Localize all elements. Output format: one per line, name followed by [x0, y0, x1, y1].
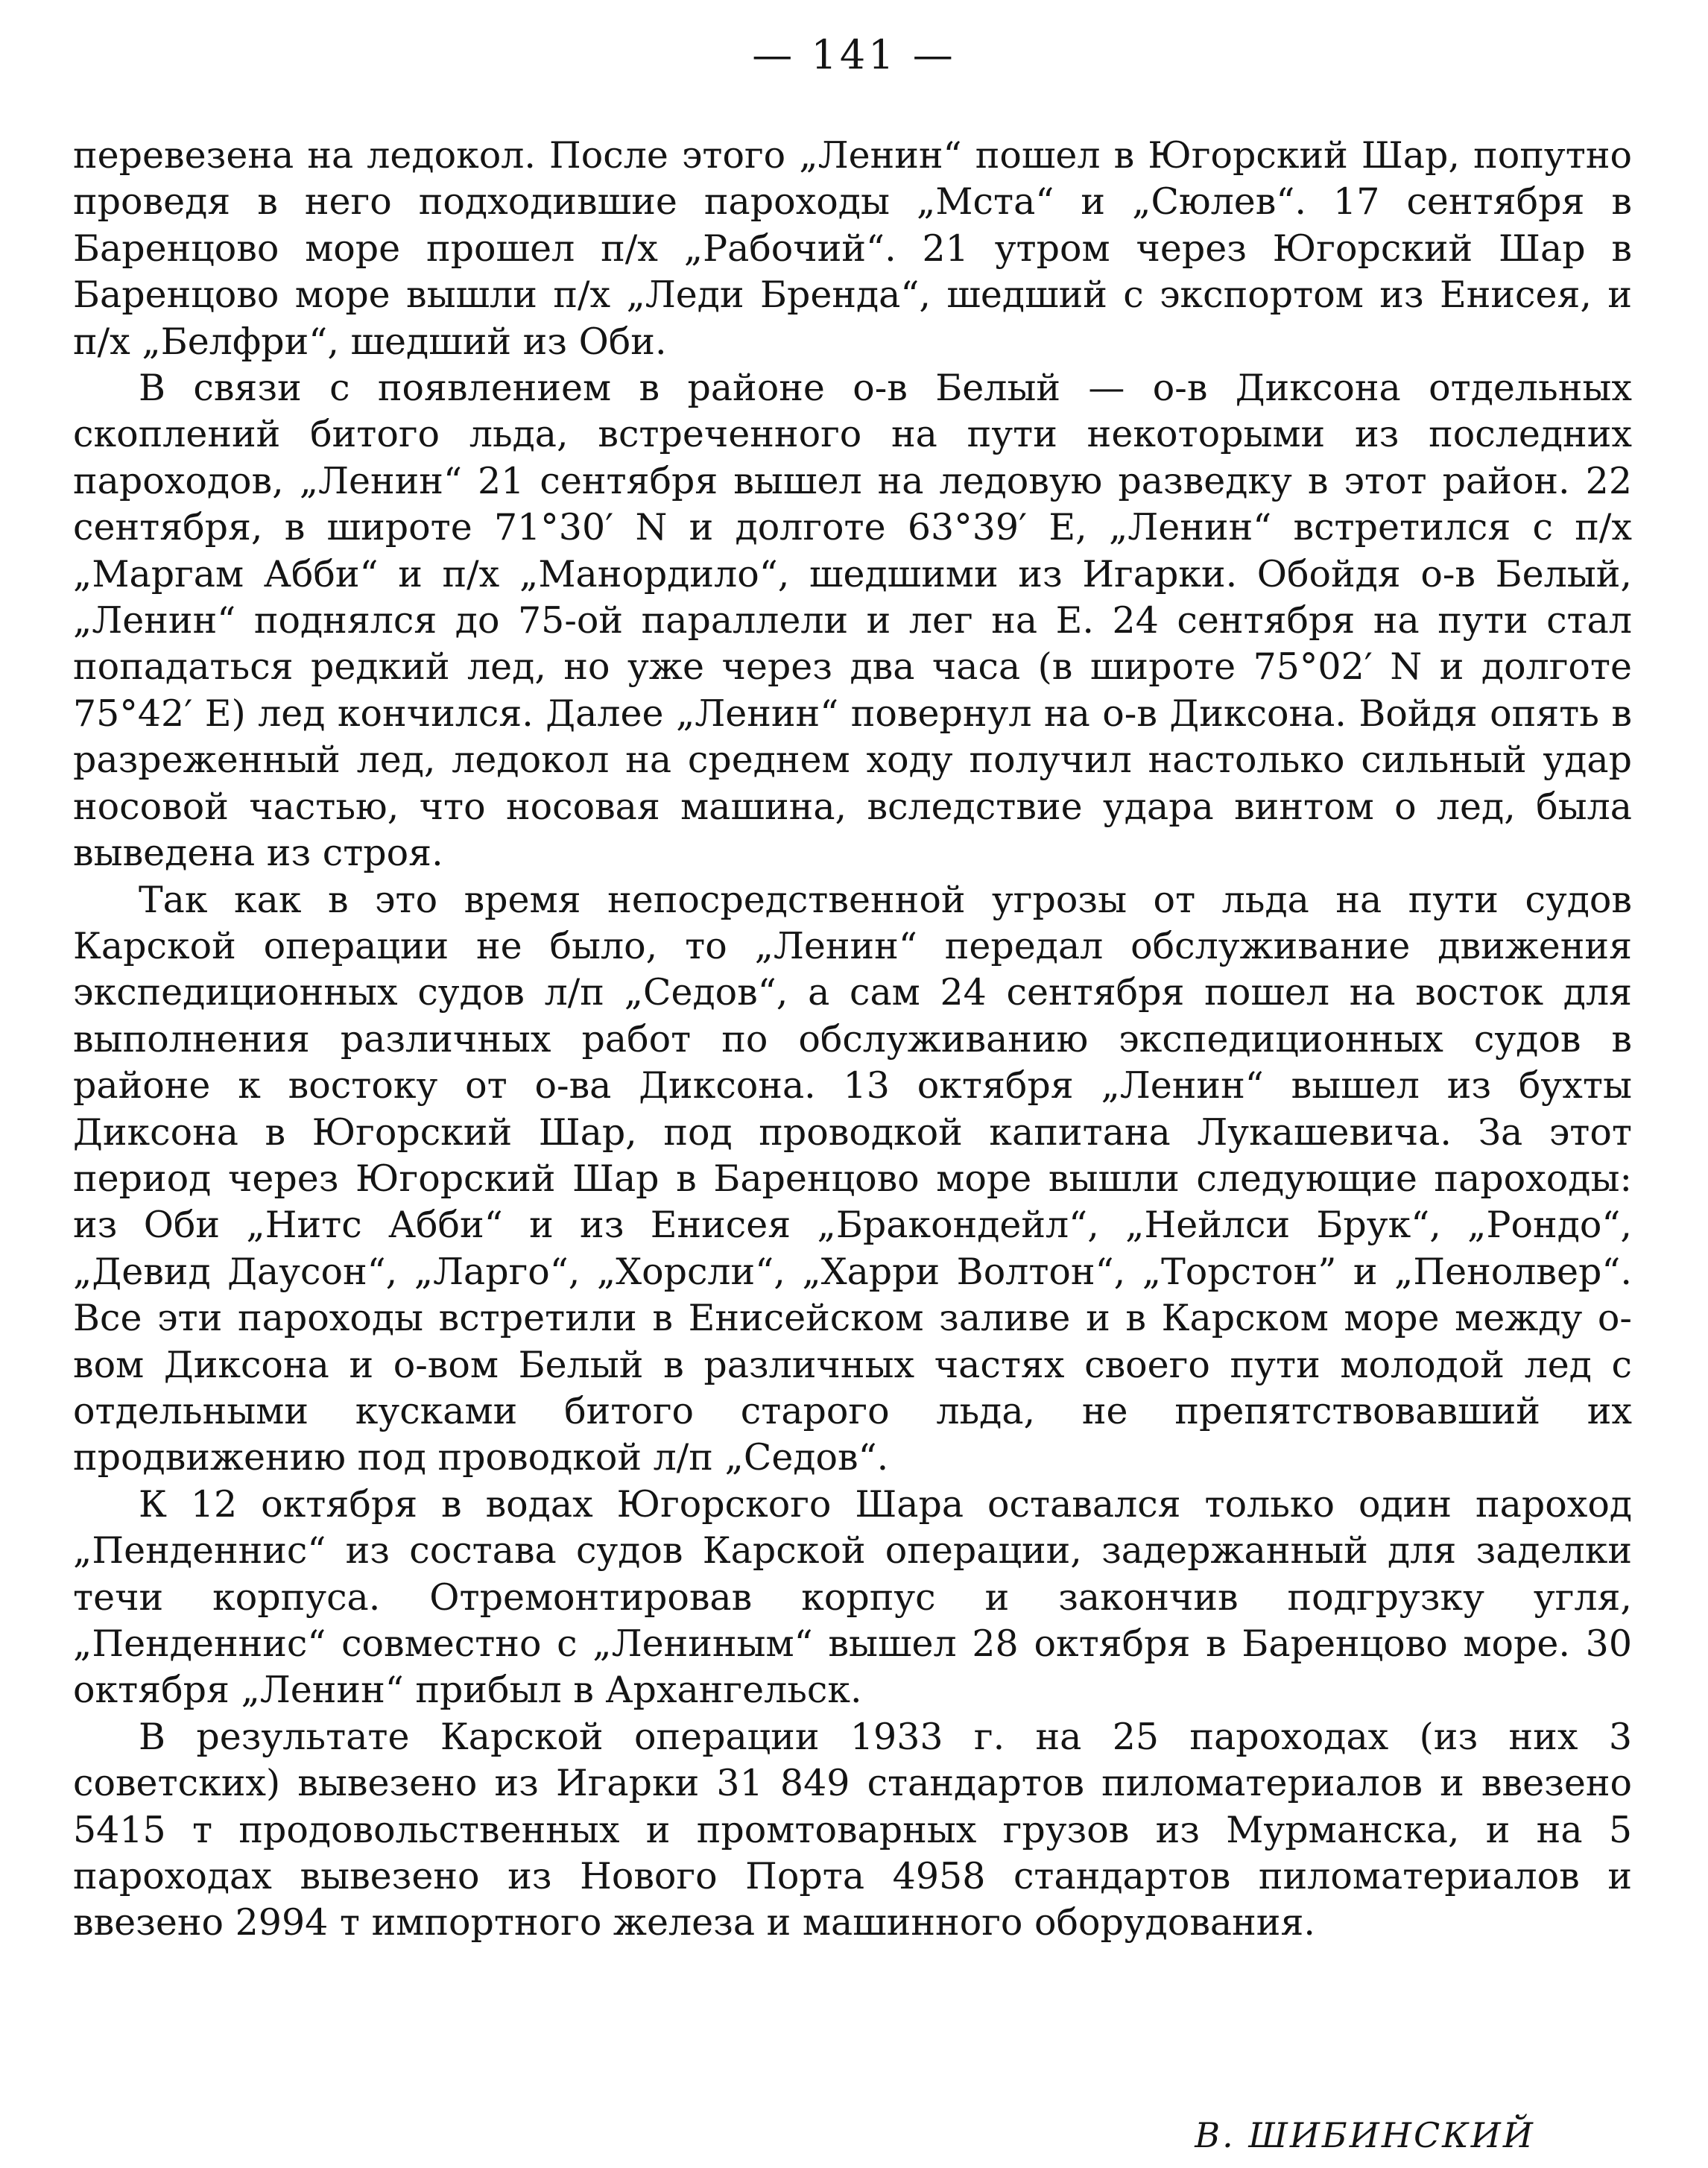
paragraph-4: К 12 октября в водах Югорского Шара оставался только один пароход „Пенденнис“ из состава судов Карской операции, задержанный для заделки течи корпуса. Отремонтировав корпус и закончив подгрузку угля, „Пенденнис“ совместно с „Лениным“ вышел 28 октября в Баренцово море. 30 октября „Ленин“ прибыл в Архангельск.	[73, 1482, 1632, 1712]
paragraph-2: В связи с появлением в районе о-в Белый — о-в Диксона отдельных скоплений битого льда, встреченного на пути некоторыми из последних пароходов, „Ленин“ 21 сентября вышел на ледовую разведку в этот район. 22 сентября, в широте 71°30′ N и долготе 63°39′ E, „Ленин“ встретился с п/х „Маргам Абби“ и п/х „Манордило“, шедшими из Игарки. Обойдя о-в Белый, „Ленин“ поднялся до 75-ой параллели и лег на E. 24 сентября на пути стал попадаться редкий лед, но уже через два часа (в широте 75°02′ N и долготе 75°42′ E) лед кончился. Далее „Ленин“ повернул на о-в Диксона. Войдя опять в разреженный лед, ледокол на среднем ходу получил настолько сильный удар носовой частью, что носовая машина, вследствие удара винтом о лед, была выведена из строя.	[73, 367, 1632, 875]
page-number: — 141 —	[752, 31, 956, 78]
paragraph-3: Так как в это время непосредственной угрозы от льда на пути судов Карской операции не было, то „Ленин“ передал обслуживание движения экспедиционных судов л/п „Седов“, а сам 24 сентября пошел на восток для выполнения различных работ по обслуживанию экспедиционных судов в районе к востоку от о-ва Диксона. 13 октября „Ленин“ вышел из бухты Диксона в Югорский Шар, под проводкой капитана Лукашевича. За этот период через Югорский Шар в Баренцово море вышли следующие пароходы: из Оби „Нитс Абби“ и из Енисея „Бракондейл“, „Нейлси Брук“, „Рондо“, „Девид Даусон“, „Ларго“, „Хорсли“, „Харри Волтон“, „Торстон” и „Пенолвер“. Все эти пароходы встретили в Енисейском заливе и в Карском море между о-вом Диксона и о-вом Белый в различных частях своего пути молодой лед с отдельными кусками битого старого льда, не препятствовавший их продвижению под проводкой л/п „Седов“.	[73, 878, 1632, 1479]
paragraph-1: перевезена на ледокол. После этого „Ленин“ пошел в Югорский Шар, попутно проведя в него подходившие пароходы „Мста“ и „Сюлев“. 17 сентября в Баренцово море прошел п/х „Рабочий“. 21 утром через Югорский Шар в Баренцово море вышли п/х „Леди Бренда“, шедший с экспортом из Енисея, и п/х „Белфри“, шедший из Оби.	[73, 134, 1632, 363]
article-body	[73, 133, 1632, 1947]
paragraph-5: В результате Карской операции 1933 г. на 25 пароходах (из них 3 советских) вывезено из Игарки 31 849 стандартов пиломатериалов и ввезено 5415 т продовольственных и промтоварных грузов из Мурманска, и на 5 пароходах вывезено из Нового Порта 4958 стандартов пиломатериалов и ввезено 2994 т импортного железа и машинного оборудования.	[73, 1715, 1632, 1944]
author-signature: В. ШИБИНСКИЙ	[1195, 2115, 1535, 2155]
